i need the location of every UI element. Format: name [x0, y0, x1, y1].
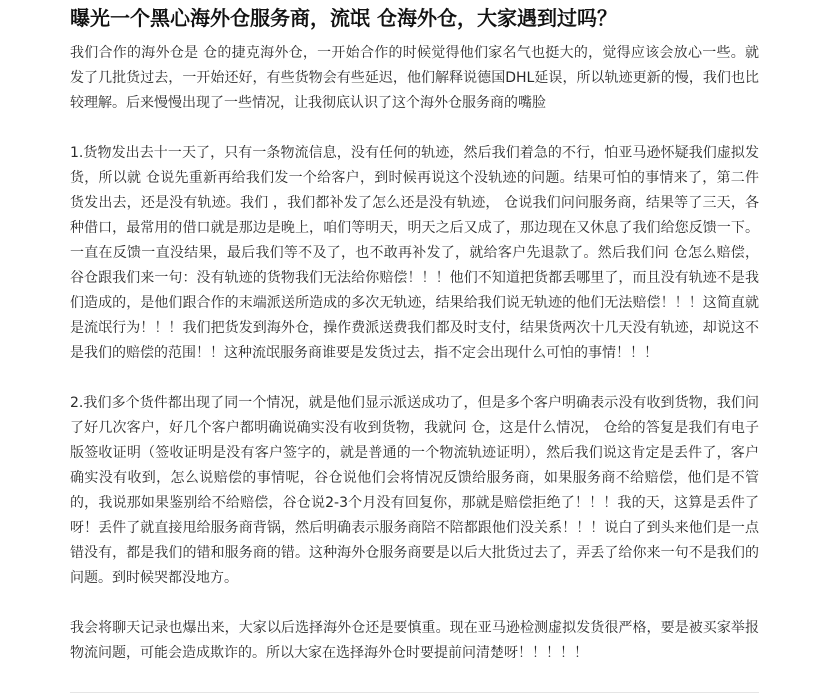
article-title: 曝光一个黑心海外仓服务商，流氓 仓海外仓，大家遇到过吗？ — [70, 6, 617, 30]
paragraph-intro: 我们合作的海外仓是 仓的捷克海外仓，一开始合作的时候觉得他们家名气也挺大的，觉得应该会放心一些。就发了几批货过去，一开始还好，有些货物会有些延迟，他们解释说德国DHL延误，所以轨迹更新的慢，我们也比较理解。后来慢慢出现了一些情况，让我彻底认识了这个海外仓服务商的嘴脸 — [70, 45, 759, 111]
paragraph-point-1: 1.货物发出去十一天了，只有一条物流信息，没有任何的轨迹，然后我们着急的不行，怕亚马逊怀疑我们虚拟发货，所以就 仓说先重新再给我们发一个给客户，到时候再说这个没轨迹的问题。结果可怕的事情来了，第二件货发出去，还是没有轨迹。我们 ，我们都补发了怎么还是没有轨迹， 仓说我们问问服务商，结果等了三天，各种借口，最常用的借口就是那边是晚上，咱们等明天，明天之后又成了，那边现在又休息了我们给您反馈一下。一直在反馈一直没结果，最后我们等不及了，也不敢再补发了，就给客户先退款了。然后我们问 仓怎么赔偿，谷仓跟我们来一句：没有轨迹的货物我们无法给你赔偿！！！他们不知道把货都丢哪里了，而且没有轨迹不是我们造成的，是他们跟合作的末端派送所造成的多次无轨迹，结果给我们说无轨迹的他们无法赔偿！！！这简直就是流氓行为！！！我们把货发到海外仓，操作费派送费我们都及时支付，结果货两次十几天没有轨迹，却说这不是我们的赔偿的范围！！这种流氓服务商谁要是发货过去，指不定会出现什么可怕的事情！！！ — [70, 145, 759, 361]
paragraph-conclusion: 我会将聊天记录也爆出来，大家以后选择海外仓还是要慎重。现在亚马逊检测虚拟发货很严格，要是被买家举报物流问题，可能会造成欺诈的。所以大家在选择海外仓时要提前问清楚呀！！！！！ — [70, 620, 759, 661]
divider — [70, 692, 759, 693]
paragraph-point-2: 2.我们多个货件都出现了同一个情况，就是他们显示派送成功了，但是多个客户明确表示没有收到货物，我们问了好几次客户，好几个客户都明确说确实没有收到货物，我就问 仓，这是什么情况， 仓给的答复是我们有电子版签收证明（签收证明是没有客户签字的，就是普通的一个物流轨迹证明），然后我们说这肯定是丢件了，客户确实没有收到，怎么说赔偿的事情呢，谷仓说他们会将情况反馈给服务商，如果服务商不给赔偿，他们是不管的，我说那如果鉴别给不给赔偿，谷仓说2-3个月没有回复你，那就是赔偿拒绝了！！！我的天，这算是丢件了呀！丢件了就直接甩给服务商背锅，然后明确表示服务商陪不陪都跟他们没关系！！！说白了到头来他们是一点错没有，都是我们的错和服务商的错。这种海外仓服务商要是以后大批货过去了，弄丢了给你来一句不是我们的问题。到时候哭都没地方。 — [70, 395, 759, 586]
